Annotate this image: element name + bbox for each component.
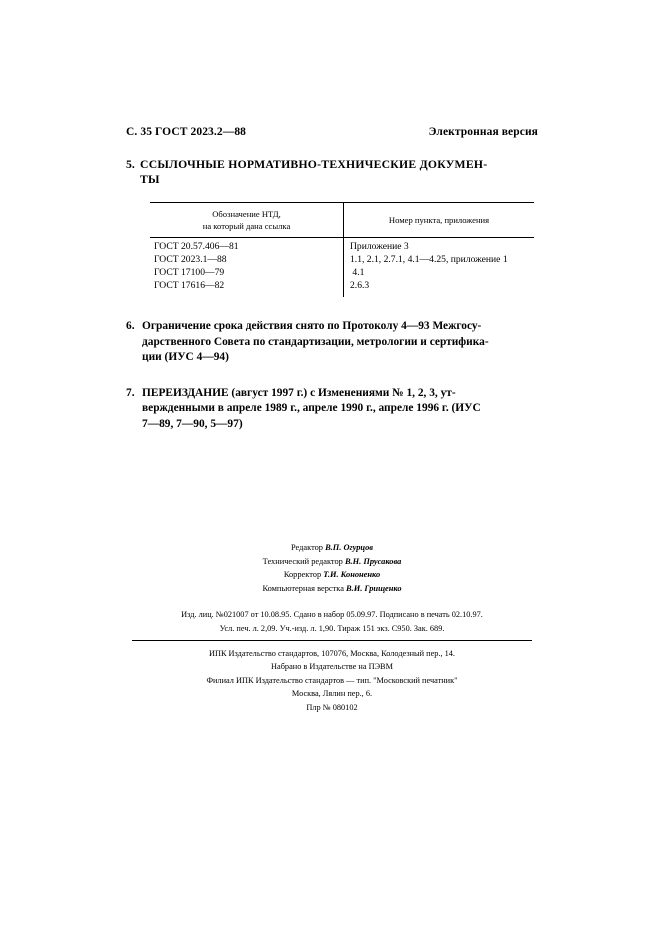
reference-value: 1.1, 2.1, 2.7.1, 4.1—4.25, приложение 1 [350,254,508,266]
clause-line-2: вержденными в апреле 1989 г., апреле 1990 г., апреле 1996 г. (ИУС [142,402,481,415]
credit-role: Технический редактор [262,556,343,566]
reference-table-container [150,202,534,297]
credit-line [126,555,538,569]
imprint-block [126,608,538,635]
publisher-line-1: ИПК Издательство стандартов, 107076, Москва, Колодезный пер., 14. [208,648,456,658]
column-header-designation-line-2: на который дана ссылка [202,221,291,232]
clause-line-1: Ограничение срока действия снято по Протоколу 4—93 Межгосу- [142,320,482,333]
reference-list [344,238,534,297]
publisher-block [126,647,538,714]
designation-value: ГОСТ 17616—82 [154,280,225,292]
running-head [126,126,538,138]
section-title-line-1: ССЫЛОЧНЫЕ НОРМАТИВНО-ТЕХНИЧЕСКИЕ ДОКУМЕН- [140,158,488,171]
credits-block [126,541,538,595]
publisher-line-2: Набрано в Издательстве на ПЭВМ [271,662,393,672]
clause-text [142,386,538,433]
section-number: 5. [126,158,135,171]
clause-6 [126,319,538,366]
horizontal-rule [132,640,532,641]
section-title-line-2: ТЫ [140,173,160,187]
credit-role: Корректор [283,570,322,580]
credit-role: Редактор [290,543,323,552]
credit-name: В.И. Грищенко [346,583,402,593]
table-header-row [150,203,534,238]
clause-7 [126,386,538,433]
table-row [150,238,534,297]
credit-line [126,541,538,555]
clause-line-1: ПЕРЕИЗДАНИЕ (август 1997 г.) с Изменениями № 1, 2, 3, ут- [142,386,456,399]
clause-number: 6. [126,320,135,333]
column-header-reference: Номер пункта, приложения [344,203,535,238]
edition-note-label: Электронная версия [428,126,538,138]
reference-value: Приложение 3 [350,241,409,253]
credit-name: Т.И. Кононенко [323,570,381,580]
designation-cell-group [150,238,344,297]
section-heading [126,157,538,188]
clause-line-3: 7—89, 7—90, 5—97) [142,417,243,430]
publisher-line-4: Москва, Лялин пер., 6. [291,689,373,699]
credit-role: Компьютерная верстка [262,583,344,593]
credit-name: В.П. Огурцов [325,543,373,552]
reference-table-head [150,203,534,238]
credit-name: В.Н. Прусакова [344,556,402,566]
credit-line [126,568,538,582]
reference-value: 2.6.3 [350,280,370,292]
designation-value: ГОСТ 20.57.406—81 [154,241,239,253]
colophon [126,541,538,714]
clause-number: 7. [126,386,135,399]
designation-value: ГОСТ 2023.1—88 [154,254,227,266]
publisher-line-3: Филиал ИПК Издательство стандартов — тип. "Московский печатник" [206,675,458,685]
reference-value: 4.1 [350,267,365,279]
reference-table [150,203,534,297]
imprint-line-2: Усл. печ. л. 2,09. Уч.-изд. л. 1,90. Тираж 151 экз. С950. Зак. 689. [219,623,445,633]
designation-value: ГОСТ 17100—79 [154,267,225,279]
clause-text [142,319,538,366]
column-header-designation-line-1: Обозначение НТД, [212,208,281,219]
publisher-line-5: Плр № 080102 [306,702,358,712]
section-title [140,157,538,188]
page-content [126,126,538,712]
clause-line-3: ции (ИУС 4—94) [142,351,229,364]
credit-line [126,582,538,596]
designation-list [150,238,343,297]
reference-cell-group [344,238,535,297]
page-number-label: С. 35 ГОСТ 2023.2—88 [126,126,247,138]
clause-line-2: дарственного Совета по стандартизации, метрологии и сертифика- [142,335,489,348]
imprint-line-1: Изд. лиц. №021007 от 10.08.95. Сдано в набор 05.09.97. Подписано в печать 02.10.97. [181,610,483,620]
reference-table-body [150,238,534,297]
column-header-designation [150,203,344,238]
